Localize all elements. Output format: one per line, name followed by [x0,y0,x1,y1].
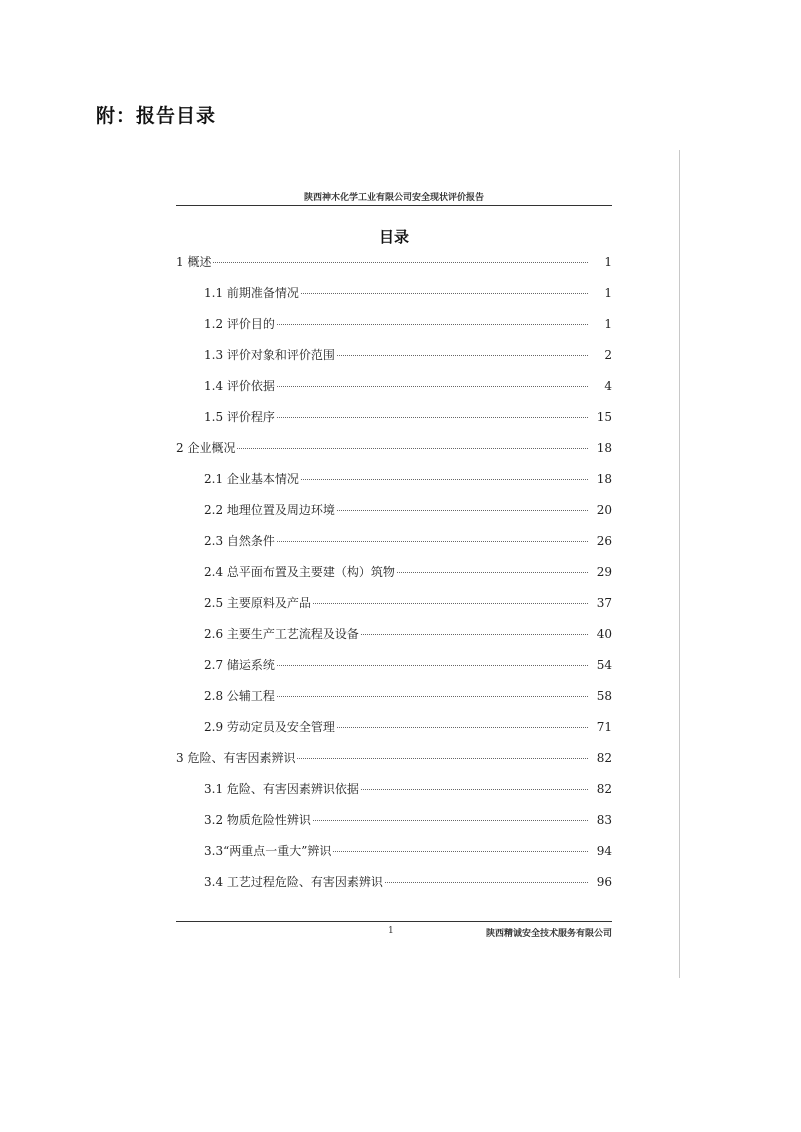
footer-page-number: 1 [388,926,394,936]
toc-entry-label: 1.2 评价目的 [204,317,275,331]
toc-entry[interactable] [176,811,612,842]
toc-dot-leader [333,851,588,852]
attachment-heading: 附：报告目录 [96,105,217,127]
toc-entry[interactable] [176,501,612,532]
toc-entry[interactable] [176,408,612,439]
toc-entry-page: 58 [596,689,612,703]
toc-entry-page: 1 [604,286,612,300]
toc-dot-leader [313,603,588,604]
toc-entry-label: 1.1 前期准备情况 [204,286,299,300]
toc-entry[interactable] [176,718,612,749]
toc-entry-page: 29 [596,565,612,579]
toc-entry[interactable] [176,594,612,625]
toc-entry[interactable] [176,687,612,718]
toc-entry-label: 2.3 自然条件 [204,534,275,548]
toc-entry-label: 3 危险、有害因素辨识 [176,751,296,765]
toc-entry-label: 1.4 评价依据 [204,379,275,393]
toc-entry[interactable] [176,873,612,904]
page-edge-divider [679,150,680,978]
toc-entry[interactable] [176,780,612,811]
toc-entry[interactable] [176,625,612,656]
toc-entry-label: 3.1 危险、有害因素辨识依据 [204,782,359,796]
toc-dot-leader [213,262,588,263]
toc-entry[interactable] [176,749,612,780]
toc-entry-label: 2.8 公辅工程 [204,689,275,703]
toc-entry[interactable] [176,532,612,563]
toc-entry[interactable] [176,377,612,408]
toc-dot-leader [277,665,588,666]
toc-entry-page: 82 [596,782,612,796]
toc-entry[interactable] [176,563,612,594]
toc-dot-leader [277,541,588,542]
toc-entry-label: 1 概述 [176,255,212,269]
toc-entry-page: 18 [596,441,612,455]
toc-entry-page: 18 [596,472,612,486]
toc-entry-label: 3.2 物质危险性辨识 [204,813,311,827]
toc-dot-leader [277,696,588,697]
toc-dot-leader [337,727,588,728]
footer-rule [176,921,612,922]
toc-entry-page: 83 [596,813,612,827]
toc-entry[interactable] [176,656,612,687]
toc-entry-page: 1 [604,255,612,269]
toc-entry-label: 2.4 总平面布置及主要建（构）筑物 [204,565,395,579]
toc-dot-leader [277,324,588,325]
toc-entry-label: 2.6 主要生产工艺流程及设备 [204,627,359,641]
toc-entry-page: 37 [596,596,612,610]
toc-dot-leader [313,820,588,821]
toc-entry[interactable] [176,470,612,501]
toc-entry[interactable] [176,842,612,873]
toc-entry[interactable] [176,253,612,284]
toc-entry-page: 26 [596,534,612,548]
toc-dot-leader [385,882,588,883]
toc-entry-label: 1.5 评价程序 [204,410,275,424]
toc-entry-label: 2.9 劳动定员及安全管理 [204,720,335,734]
toc-entry-label: 3.4 工艺过程危险、有害因素辨识 [204,875,383,889]
toc-entry[interactable] [176,346,612,377]
toc-entry-page: 94 [596,844,612,858]
toc-entry-page: 96 [596,875,612,889]
toc-dot-leader [337,355,588,356]
toc-entry-label: 2 企业概况 [176,441,236,455]
toc-entry[interactable] [176,284,612,315]
toc-entry-page: 20 [596,503,612,517]
toc-dot-leader [361,789,588,790]
toc-dot-leader [397,572,588,573]
report-toc-page [176,150,612,940]
toc-entry-label: 1.3 评价对象和评价范围 [204,348,335,362]
toc-title: 目录 [378,228,409,246]
toc-dot-leader [337,510,588,511]
toc-list [176,253,612,904]
toc-dot-leader [277,386,588,387]
toc-entry-label: 2.2 地理位置及周边环境 [204,503,335,517]
toc-entry-page: 54 [596,658,612,672]
toc-entry-label: 2.5 主要原料及产品 [204,596,311,610]
toc-entry-label: 2.1 企业基本情况 [204,472,299,486]
toc-dot-leader [237,448,588,449]
toc-entry-page: 82 [596,751,612,765]
toc-entry-page: 4 [604,379,612,393]
toc-entry-label: 2.7 储运系统 [204,658,275,672]
toc-dot-leader [277,417,588,418]
toc-dot-leader [361,634,588,635]
toc-dot-leader [297,758,588,759]
toc-entry-page: 40 [596,627,612,641]
toc-dot-leader [301,479,588,480]
running-header: 陕西神木化学工业有限公司安全现状评价报告 [303,193,484,203]
toc-entry-page: 2 [604,348,612,362]
header-rule [176,205,612,206]
toc-entry-page: 1 [604,317,612,331]
toc-entry[interactable] [176,315,612,346]
toc-entry-page: 15 [596,410,612,424]
toc-entry-page: 71 [596,720,612,734]
toc-dot-leader [301,293,588,294]
toc-entry[interactable] [176,439,612,470]
footer-company: 陕西精诚安全技术服务有限公司 [485,929,612,939]
toc-entry-label: 3.3“两重点一重大”辨识 [204,844,332,858]
